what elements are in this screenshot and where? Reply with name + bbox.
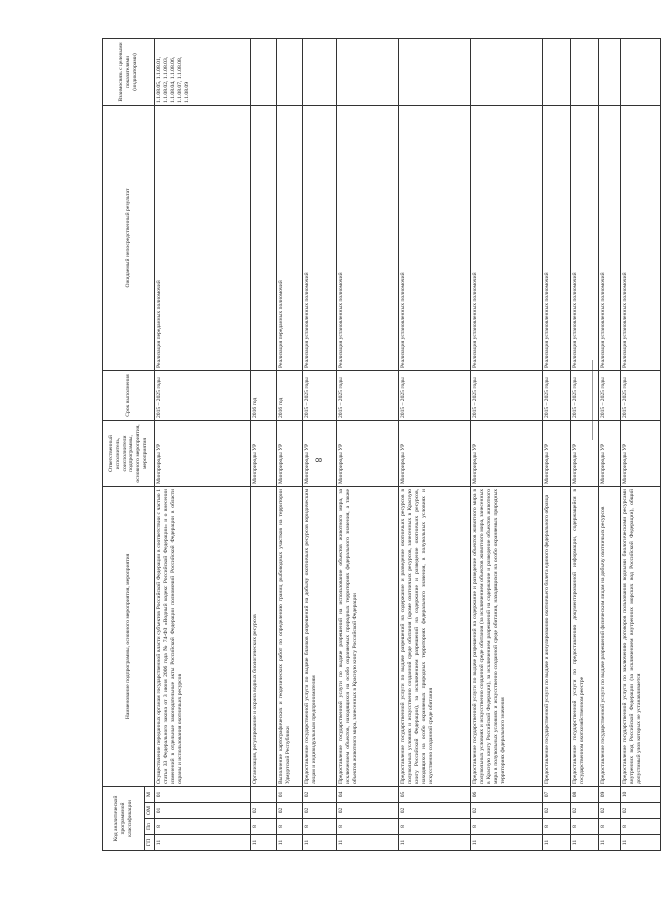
pp-header: Пп	[145, 819, 155, 835]
m-cell: 05	[398, 786, 470, 802]
m-cell: 02	[302, 786, 336, 802]
pp-cell: 8	[542, 819, 570, 835]
table-row	[154, 38, 250, 850]
responsible-cell: Минприроды УР	[398, 420, 470, 486]
name-cell: Осуществление переданных органам государственной власти субъектов Российской Федерации в соответствии с частью 1 статьи 33 Федерального закона от 3 июня 2006 года № 74-ФЗ «Водный кодекс Российской Федерации» и о внесении изменений в отдельные законодательные акты Российской Федерации полномочий Российской Федерации в области охраны и использования охотничьих ресурсов	[154, 486, 250, 786]
name-cell: Предоставление государственной услуги по предоставлению документированной информации, содержащейся в государственном охотхозяйственном реестре	[570, 486, 598, 786]
om-cell: 01	[154, 803, 250, 819]
gp-cell: 11	[302, 835, 336, 851]
term-cell: 2015 – 2025 годы	[570, 370, 598, 420]
responsible-cell: Минприроды УР	[276, 420, 302, 486]
responsible-cell: Минприроды УР	[620, 420, 660, 486]
link-cell	[470, 38, 542, 105]
link-cell	[398, 38, 470, 105]
link-cell	[570, 38, 598, 105]
term-cell: 2016 год	[250, 370, 276, 420]
term-cell: 2015 – 2025 годы	[398, 370, 470, 420]
code-group-header: Код аналитической программной классификации	[103, 786, 145, 850]
m-cell	[250, 786, 276, 802]
pp-cell: 8	[250, 819, 276, 835]
gp-cell: 11	[250, 835, 276, 851]
table-row	[276, 38, 302, 850]
om-cell: 02	[620, 803, 660, 819]
pp-cell: 8	[398, 819, 470, 835]
pp-cell: 8	[154, 819, 250, 835]
responsible-cell: Минприроды УР	[302, 420, 336, 486]
table-row	[570, 38, 598, 850]
m-cell: 01	[154, 786, 250, 802]
result-cell: Реализация переданных полномочий	[276, 105, 302, 370]
responsible-cell: Минприроды УР	[470, 420, 542, 486]
om-cell: 02	[570, 803, 598, 819]
table-row	[398, 38, 470, 850]
link-cell	[250, 38, 276, 105]
m-cell: 07	[542, 786, 570, 802]
result-cell: Реализация установленных полномочий	[302, 105, 336, 370]
om-cell: 02	[542, 803, 570, 819]
link-cell	[336, 38, 398, 105]
table-row	[250, 38, 276, 850]
responsible-cell: Минприроды УР	[598, 420, 620, 486]
om-cell: 02	[276, 803, 302, 819]
om-cell: 02	[470, 803, 542, 819]
m-cell: 06	[470, 786, 542, 802]
m-cell: 08	[570, 786, 598, 802]
link-cell	[598, 38, 620, 105]
link-cell: 1.1.08.05, 1.1.08.01, 1.1.08.02, 1.1.08.03, 1.1.08.04, 1.1.08.06, 1.1.08.07, 1.1.08.08, 1.1.08.09	[154, 38, 250, 105]
name-cell: Предоставление государственной услуги по выдаче бланков разрешений на добычу охотничьих ресурсов юридическим лицам и индивидуальным предпринимателям	[302, 486, 336, 786]
link-header: Взаимосвязь с целевыми показателями (индикаторами)	[103, 38, 155, 105]
term-header: Срок выполнения	[103, 370, 155, 420]
om-cell: 02	[302, 803, 336, 819]
name-cell: Предоставление государственной услуги по выдаче разрешений физическим лицам на добычу охотничьих ресурсов	[598, 486, 620, 786]
rotated-page	[102, 39, 642, 851]
result-cell: Реализация установленных полномочий	[470, 105, 542, 370]
responsible-header: Ответственный исполнитель, соисполнители подпрограммы, основного мероприятия, мероприятия	[103, 420, 155, 486]
term-cell: 2015 – 2025 годы	[620, 370, 660, 420]
link-cell	[302, 38, 336, 105]
pp-cell: 8	[570, 819, 598, 835]
responsible-cell: Минприроды УР	[250, 420, 276, 486]
link-cell	[542, 38, 570, 105]
table-row	[620, 38, 660, 850]
gp-cell: 11	[154, 835, 250, 851]
pp-cell: 8	[276, 819, 302, 835]
responsible-cell: Минприроды УР	[542, 420, 570, 486]
result-cell: Реализация переданных полномочий	[154, 105, 250, 370]
pp-cell: 8	[470, 819, 542, 835]
gp-cell: 11	[570, 835, 598, 851]
m-cell: 10	[620, 786, 660, 802]
m-cell: 09	[598, 786, 620, 802]
result-cell: Реализация установленных полномочий	[398, 105, 470, 370]
name-header: Наименование подпрограммы, основного мероприятия, мероприятия	[103, 486, 155, 786]
link-cell	[620, 38, 660, 105]
term-cell: 2015 – 2025 годы	[302, 370, 336, 420]
pp-cell: 8	[336, 819, 398, 835]
page-number: 8	[313, 457, 324, 463]
name-cell: Выполнение картографических и геодезических работ по определению границ рыбоводных участков на территории Удмуртской Республики	[276, 486, 302, 786]
name-cell: Предоставление государственной услуги по выдаче разрешений на использование объектов животного мира, за исключением объектов, находящихся на особо охраняемых природных территориях федерального значения, а также объектов животного мира, занесенных в Красную книгу Российской Федерации	[336, 486, 398, 786]
om-cell: 02	[398, 803, 470, 819]
table-row	[302, 38, 336, 850]
m-cell: 01	[276, 786, 302, 802]
m-cell: 04	[336, 786, 398, 802]
pp-cell: 8	[598, 819, 620, 835]
result-cell	[250, 105, 276, 370]
om-header: ОМ	[145, 803, 155, 819]
name-cell: Предоставление государственной услуги по выдаче и аннулированию охотничьего билета единого федерального образца	[542, 486, 570, 786]
m-header: М	[145, 786, 155, 802]
gp-cell: 11	[276, 835, 302, 851]
name-cell: Предоставление государственной услуги по выдаче разрешений на содержание и разведение объектов животного мира в полувольных условиях и искусственно созданной среде обитания (за исключением объектов животного мира, занесенных в Красную книгу Российской Федерации), за исключением разрешений на содержание и разведение объектов животного мира в полувольных условиях и искусственно созданной среде обитания, находящихся на особо охраняемых природных территориях федерального значения	[470, 486, 542, 786]
term-cell: 2015 – 2025 годы	[598, 370, 620, 420]
responsible-cell: Минприроды УР	[154, 420, 250, 486]
om-cell: 02	[598, 803, 620, 819]
result-cell: Реализация установленных полномочий	[336, 105, 398, 370]
name-cell: Организация, регулирование и охрана водных биологических ресурсов	[250, 486, 276, 786]
link-cell	[276, 38, 302, 105]
gp-cell: 11	[598, 835, 620, 851]
pp-cell: 8	[302, 819, 336, 835]
term-cell: 2015 – 2025 годы	[154, 370, 250, 420]
term-cell: 2015 – 2025 годы	[470, 370, 542, 420]
gp-cell: 11	[620, 835, 660, 851]
gp-cell: 11	[470, 835, 542, 851]
table-row	[470, 38, 542, 850]
result-cell: Реализация установленных полномочий	[570, 105, 598, 370]
table-body	[154, 38, 660, 850]
gp-cell: 11	[398, 835, 470, 851]
gp-cell: 11	[542, 835, 570, 851]
result-cell: Реализация установленных полномочий	[620, 105, 660, 370]
table-row	[542, 38, 570, 850]
table-row	[598, 38, 620, 850]
result-cell: Реализация установленных полномочий	[598, 105, 620, 370]
result-cell: Реализация установленных полномочий	[542, 105, 570, 370]
gp-header: ГП	[145, 835, 155, 851]
result-header: Ожидаемый непосредственный результат	[103, 105, 155, 370]
program-table	[102, 38, 661, 851]
gp-cell: 11	[336, 835, 398, 851]
term-cell: 2015 – 2025 годы	[542, 370, 570, 420]
om-cell: 02	[250, 803, 276, 819]
pp-cell: 8	[620, 819, 660, 835]
responsible-cell: Минприроды УР	[336, 420, 398, 486]
term-cell: 2015 – 2025 годы	[336, 370, 398, 420]
table-row	[336, 38, 398, 850]
name-cell: Предоставление государственной услуги по заключению договоров пользования водными биологическими ресурсами внутренних вод Российской Федерации (за исключением внутренних морских вод Российской Федерации), общий допустимый улов которых не устанавливается	[620, 486, 660, 786]
responsible-cell: Минприроды УР	[570, 420, 598, 486]
term-cell: 2016 год	[276, 370, 302, 420]
om-cell: 02	[336, 803, 398, 819]
name-cell: Предоставление государственной услуги по выдаче разрешений на содержание и разведение охотничьих ресурсов в полувольных условиях и искусственно созданной среде обитания (кроме охотничьих ресурсов, занесенных в Красную книгу Российской Федерации), за исключением разрешений на содержание и разведение охотничьих ресурсов, находящихся на особо охраняемых природных территориях федерального значения, в полувольных условиях и искусственно созданной среде обитания	[398, 486, 470, 786]
